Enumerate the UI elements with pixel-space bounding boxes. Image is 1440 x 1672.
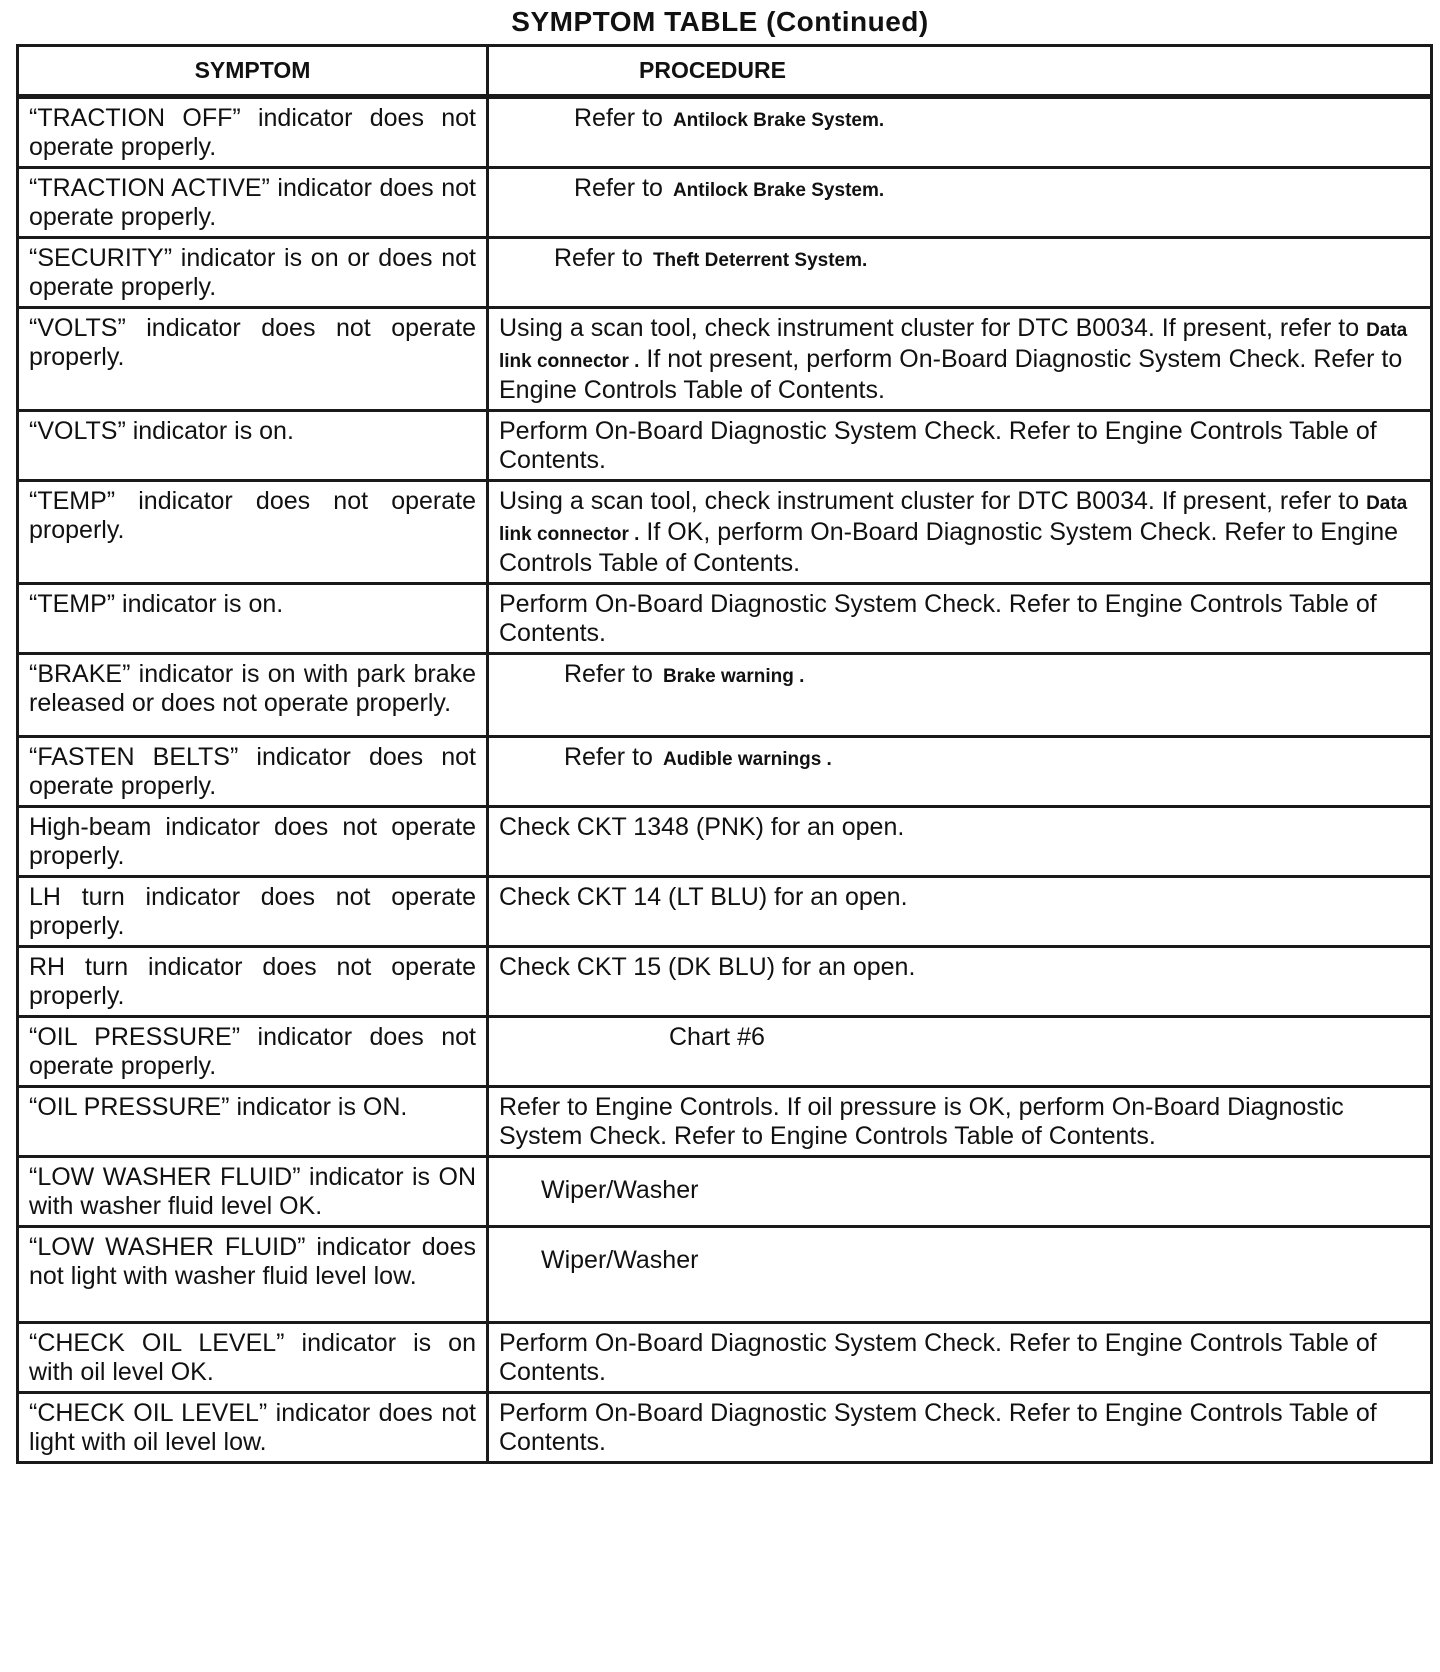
- symptom-cell: “TEMP” indicator is on.: [18, 584, 488, 654]
- cross-reference-link[interactable]: Audible warnings .: [662, 749, 832, 770]
- symptom-cell: “TRACTION OFF” indicator does not operate properly.: [18, 97, 488, 168]
- procedure-cell: Wiper/Washer: [488, 1227, 1432, 1323]
- column-header-symptom: SYMPTOM: [18, 46, 488, 97]
- table-row: [18, 411, 1432, 481]
- symptom-cell: “VOLTS” indicator does not operate properly.: [18, 308, 488, 411]
- procedure-cell: [488, 654, 1432, 737]
- column-header-procedure: PROCEDURE: [488, 46, 1432, 97]
- table-row: [18, 1323, 1432, 1393]
- table-row: [18, 877, 1432, 947]
- procedure-text: If not present, perform On-Board Diagnostic System Check. Refer to Engine Controls Table of Contents.: [499, 345, 1403, 404]
- symptom-table: [16, 44, 1433, 1464]
- table-row: [18, 807, 1432, 877]
- page-title: SYMPTOM TABLE (Continued): [511, 6, 929, 37]
- procedure-text: Refer to: [564, 743, 653, 771]
- procedure-cell: Perform On-Board Diagnostic System Check. Refer to Engine Controls Table of Contents.: [488, 1393, 1432, 1463]
- procedure-cell: Check CKT 1348 (PNK) for an open.: [488, 807, 1432, 877]
- symptom-cell: “CHECK OIL LEVEL” indicator is on with oil level OK.: [18, 1323, 488, 1393]
- procedure-cell: [488, 308, 1432, 411]
- symptom-cell: High-beam indicator does not operate properly.: [18, 807, 488, 877]
- table-row: [18, 1017, 1432, 1087]
- symptom-cell: “OIL PRESSURE” indicator does not operate properly.: [18, 1017, 488, 1087]
- procedure-cell: Refer to Engine Controls. If oil pressure is OK, perform On-Board Diagnostic System Check. Refer to Engine Controls Table of Contents.: [488, 1087, 1432, 1157]
- procedure-cell: [488, 97, 1432, 168]
- procedure-cell: Check CKT 14 (LT BLU) for an open.: [488, 877, 1432, 947]
- table-row: [18, 238, 1432, 308]
- table-row: [18, 1087, 1432, 1157]
- table-row: [18, 947, 1432, 1017]
- table-row: [18, 168, 1432, 238]
- procedure-cell: Perform On-Board Diagnostic System Check. Refer to Engine Controls Table of Contents.: [488, 411, 1432, 481]
- symptom-cell: “TRACTION ACTIVE” indicator does not operate properly.: [18, 168, 488, 238]
- procedure-text: Refer to: [564, 660, 653, 688]
- symptom-cell: RH turn indicator does not operate properly.: [18, 947, 488, 1017]
- table-row: [18, 1227, 1432, 1323]
- procedure-cell: Check CKT 15 (DK BLU) for an open.: [488, 947, 1432, 1017]
- table-header-row: [18, 46, 1432, 97]
- procedure-cell: Wiper/Washer: [488, 1157, 1432, 1227]
- table-row: [18, 1157, 1432, 1227]
- table-row: [18, 1393, 1432, 1463]
- symptom-cell: “LOW WASHER FLUID” indicator is ON with washer fluid level OK.: [18, 1157, 488, 1227]
- procedure-text: Refer to: [574, 104, 663, 132]
- procedure-cell: Perform On-Board Diagnostic System Check. Refer to Engine Controls Table of Contents.: [488, 584, 1432, 654]
- procedure-cell: [488, 481, 1432, 584]
- procedure-cell: [488, 168, 1432, 238]
- symptom-cell: “OIL PRESSURE” indicator is ON.: [18, 1087, 488, 1157]
- cross-reference-link[interactable]: Antilock Brake System.: [672, 110, 885, 131]
- table-row: [18, 308, 1432, 411]
- procedure-text: If OK, perform On-Board Diagnostic System Check. Refer to Engine Controls Table of Contents.: [499, 518, 1399, 577]
- symptom-cell: “TEMP” indicator does not operate properly.: [18, 481, 488, 584]
- symptom-cell: “LOW WASHER FLUID” indicator does not light with washer fluid level low.: [18, 1227, 488, 1323]
- symptom-cell: “SECURITY” indicator is on or does not operate properly.: [18, 238, 488, 308]
- symptom-cell: “VOLTS” indicator is on.: [18, 411, 488, 481]
- cross-reference-link[interactable]: Data link connector .: [499, 493, 1408, 545]
- table-row: [18, 584, 1432, 654]
- procedure-cell: [488, 238, 1432, 308]
- procedure-cell: Chart #6: [488, 1017, 1432, 1087]
- table-row: [18, 481, 1432, 584]
- cross-reference-link[interactable]: Theft Deterrent System.: [652, 250, 868, 271]
- table-row: [18, 97, 1432, 168]
- procedure-text: Using a scan tool, check instrument cluster for DTC B0034. If present, refer to: [499, 314, 1360, 342]
- table-row: [18, 654, 1432, 737]
- table-row: [18, 737, 1432, 807]
- cross-reference-link[interactable]: Brake warning .: [662, 666, 805, 687]
- procedure-cell: [488, 737, 1432, 807]
- symptom-cell: LH turn indicator does not operate properly.: [18, 877, 488, 947]
- procedure-text: Using a scan tool, check instrument cluster for DTC B0034. If present, refer to: [499, 487, 1360, 515]
- symptom-cell: “FASTEN BELTS” indicator does not operate properly.: [18, 737, 488, 807]
- symptom-cell: “BRAKE” indicator is on with park brake released or does not operate properly.: [18, 654, 488, 737]
- cross-reference-link[interactable]: Antilock Brake System.: [672, 180, 885, 201]
- symptom-cell: “CHECK OIL LEVEL” indicator does not light with oil level low.: [18, 1393, 488, 1463]
- cross-reference-link[interactable]: Data link connector .: [499, 320, 1408, 372]
- procedure-cell: Perform On-Board Diagnostic System Check. Refer to Engine Controls Table of Contents.: [488, 1323, 1432, 1393]
- procedure-text: Refer to: [554, 244, 643, 272]
- procedure-text: Refer to: [574, 174, 663, 202]
